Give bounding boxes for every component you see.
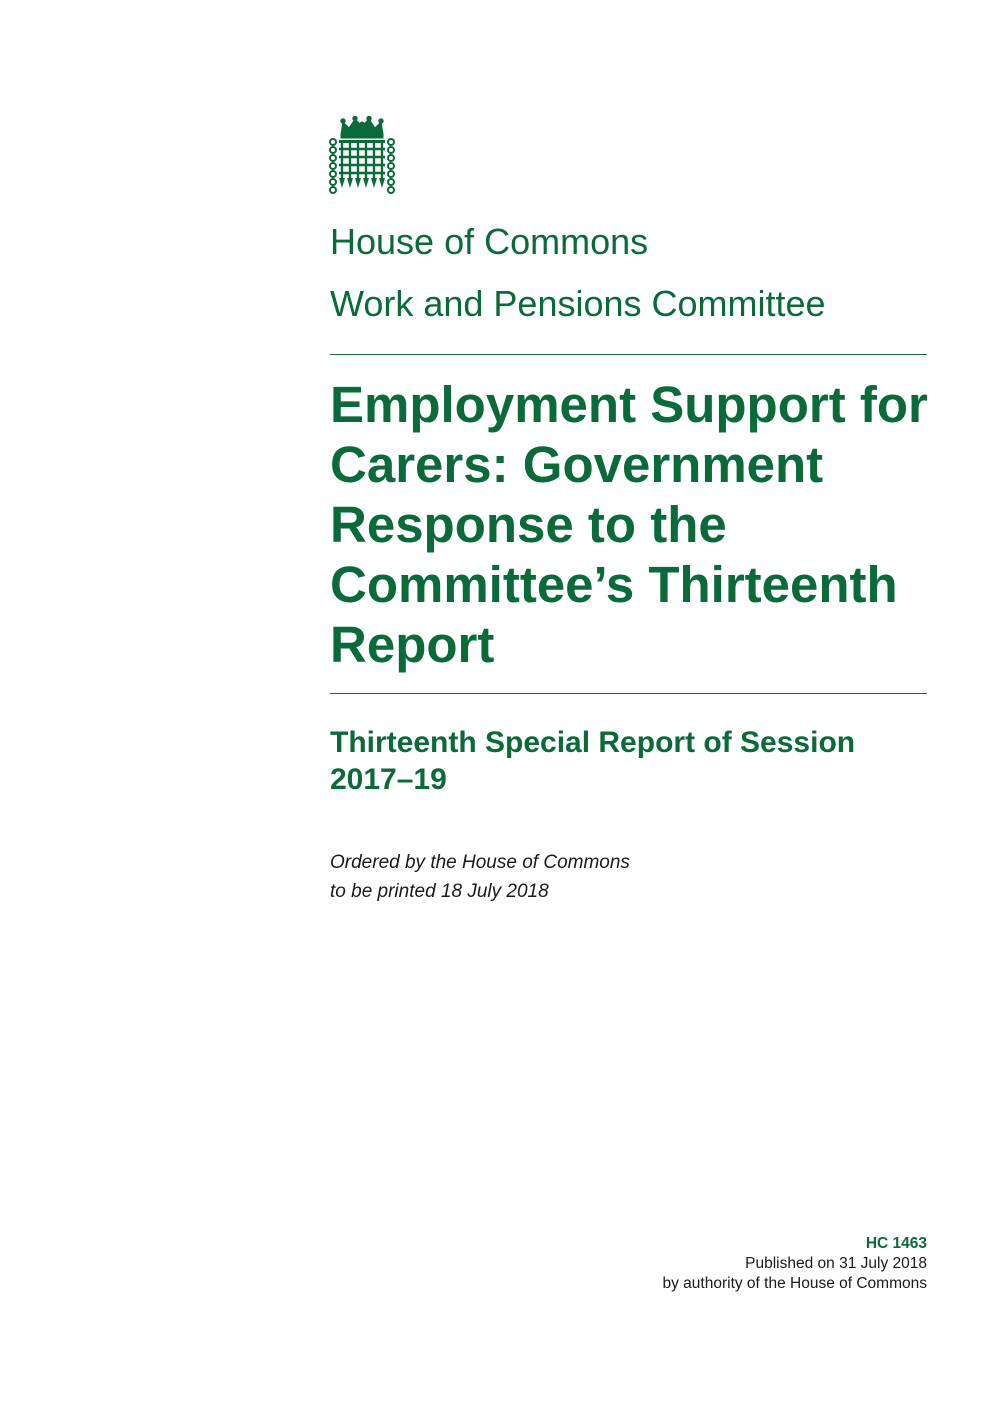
report-title: Employment Support for Carers: Government Response to the Committee’s Thirteenth Report bbox=[330, 376, 928, 673]
ordered-line: to be printed 18 July 2018 bbox=[330, 881, 549, 902]
committee-name: Work and Pensions Committee bbox=[330, 283, 826, 324]
published-date: Published on 31 July 2018 bbox=[745, 1255, 927, 1272]
authority-line: by authority of the House of Commons bbox=[662, 1275, 927, 1292]
report-subtitle: Thirteenth Special Report of Session 2017–19 bbox=[330, 726, 856, 796]
hc-number: HC 1463 bbox=[865, 1235, 927, 1252]
portcullis-icon bbox=[327, 116, 397, 196]
divider bbox=[330, 354, 927, 355]
ordered-line: Ordered by the House of Commons bbox=[330, 852, 630, 873]
divider bbox=[330, 693, 927, 694]
ordered-note bbox=[330, 848, 630, 906]
house-name: House of Commons bbox=[330, 221, 649, 262]
publication-info bbox=[663, 1234, 928, 1294]
